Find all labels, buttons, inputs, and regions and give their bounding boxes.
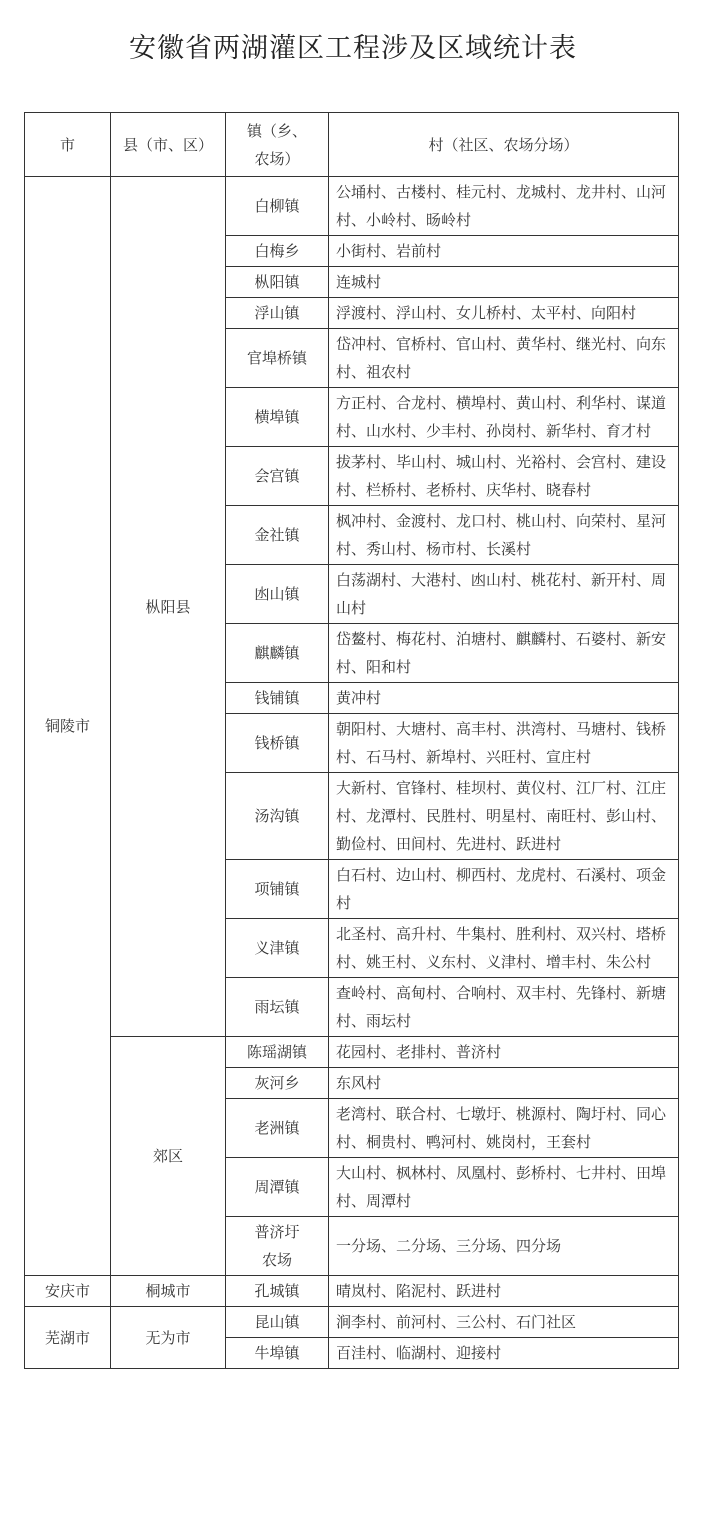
village-cell: 公埇村、古楼村、桂元村、龙城村、龙井村、山河村、小岭村、旸岭村	[329, 177, 679, 236]
town-cell: 凼山镇	[226, 565, 329, 624]
town-cell: 周潭镇	[226, 1158, 329, 1217]
village-cell: 方正村、合龙村、横埠村、黄山村、利华村、谋道村、山水村、少丰村、孙岗村、新华村、育才村	[329, 388, 679, 447]
village-cell: 查岭村、高甸村、合响村、双丰村、先锋村、新塘村、雨坛村	[329, 978, 679, 1037]
village-cell: 晴岚村、陷泥村、跃进村	[329, 1276, 679, 1307]
table-row	[25, 1307, 679, 1338]
village-cell: 东风村	[329, 1068, 679, 1099]
town-cell: 金社镇	[226, 506, 329, 565]
town-cell: 灰河乡	[226, 1068, 329, 1099]
village-cell: 大山村、枫林村、凤凰村、彭桥村、七井村、田埠村、周潭村	[329, 1158, 679, 1217]
village-cell: 拔茅村、毕山村、城山村、光裕村、会宫村、建设村、栏桥村、老桥村、庆华村、晓春村	[329, 447, 679, 506]
village-cell: 连城村	[329, 267, 679, 298]
town-cell: 枞阳镇	[226, 267, 329, 298]
town-cell: 麒麟镇	[226, 624, 329, 683]
village-cell: 岱冲村、官桥村、官山村、黄华村、继光村、向东村、祖农村	[329, 329, 679, 388]
header-county: 县（市、区）	[111, 113, 226, 177]
city-cell: 安庆市	[25, 1276, 111, 1307]
table-header-row	[25, 113, 679, 177]
village-cell: 百洼村、临湖村、迎接村	[329, 1338, 679, 1369]
page-title: 安徽省两湖灌区工程涉及区域统计表	[129, 33, 577, 64]
county-cell: 无为市	[111, 1307, 226, 1369]
town-cell: 昆山镇	[226, 1307, 329, 1338]
town-cell: 白柳镇	[226, 177, 329, 236]
header-village: 村（社区、农场分场）	[329, 113, 679, 177]
town-cell: 浮山镇	[226, 298, 329, 329]
city-cell: 铜陵市	[25, 177, 111, 1276]
village-cell: 一分场、二分场、三分场、四分场	[329, 1217, 679, 1276]
village-cell: 北圣村、高升村、牛集村、胜利村、双兴村、塔桥村、姚王村、义东村、义津村、增丰村、朱公村	[329, 919, 679, 978]
village-cell: 枫冲村、金渡村、龙口村、桃山村、向荣村、星河村、秀山村、杨市村、长溪村	[329, 506, 679, 565]
town-cell: 白梅乡	[226, 236, 329, 267]
village-cell: 黄冲村	[329, 683, 679, 714]
header-city: 市	[25, 113, 111, 177]
village-cell: 大新村、官锋村、桂坝村、黄仪村、江厂村、江庄村、龙潭村、民胜村、明星村、南旺村、彭山村、勤俭村、田间村、先进村、跃进村	[329, 773, 679, 860]
county-cell: 枞阳县	[111, 177, 226, 1037]
town-cell: 汤沟镇	[226, 773, 329, 860]
town-cell: 横埠镇	[226, 388, 329, 447]
town-cell: 雨坛镇	[226, 978, 329, 1037]
table-row	[25, 1276, 679, 1307]
town-cell: 陈瑶湖镇	[226, 1037, 329, 1068]
village-cell: 岱鳌村、梅花村、泊塘村、麒麟村、石婆村、新安村、阳和村	[329, 624, 679, 683]
town-cell: 义津镇	[226, 919, 329, 978]
city-cell: 芜湖市	[25, 1307, 111, 1369]
village-cell: 花园村、老排村、普济村	[329, 1037, 679, 1068]
town-cell: 牛埠镇	[226, 1338, 329, 1369]
town-cell: 钱桥镇	[226, 714, 329, 773]
village-cell: 小街村、岩前村	[329, 236, 679, 267]
region-table	[24, 112, 679, 1369]
town-cell: 官埠桥镇	[226, 329, 329, 388]
town-cell: 项铺镇	[226, 860, 329, 919]
village-cell: 白荡湖村、大港村、凼山村、桃花村、新开村、周山村	[329, 565, 679, 624]
village-cell: 老湾村、联合村、七墩圩、桃源村、陶圩村、同心村、桐贵村、鸭河村、姚岗村，王套村	[329, 1099, 679, 1158]
village-cell: 白石村、边山村、柳西村、龙虎村、石溪村、项金村	[329, 860, 679, 919]
town-cell: 普济圩 农场	[226, 1217, 329, 1276]
header-town: 镇（乡、 农场）	[226, 113, 329, 177]
town-cell: 会宫镇	[226, 447, 329, 506]
village-cell: 朝阳村、大塘村、高丰村、洪湾村、马塘村、钱桥村、石马村、新埠村、兴旺村、宣庄村	[329, 714, 679, 773]
village-cell: 涧李村、前河村、三公村、石门社区	[329, 1307, 679, 1338]
county-cell: 郊区	[111, 1037, 226, 1276]
county-cell: 桐城市	[111, 1276, 226, 1307]
table-row	[25, 1037, 679, 1068]
table-row	[25, 177, 679, 236]
town-cell: 孔城镇	[226, 1276, 329, 1307]
town-cell: 钱铺镇	[226, 683, 329, 714]
town-cell: 老洲镇	[226, 1099, 329, 1158]
village-cell: 浮渡村、浮山村、女儿桥村、太平村、向阳村	[329, 298, 679, 329]
